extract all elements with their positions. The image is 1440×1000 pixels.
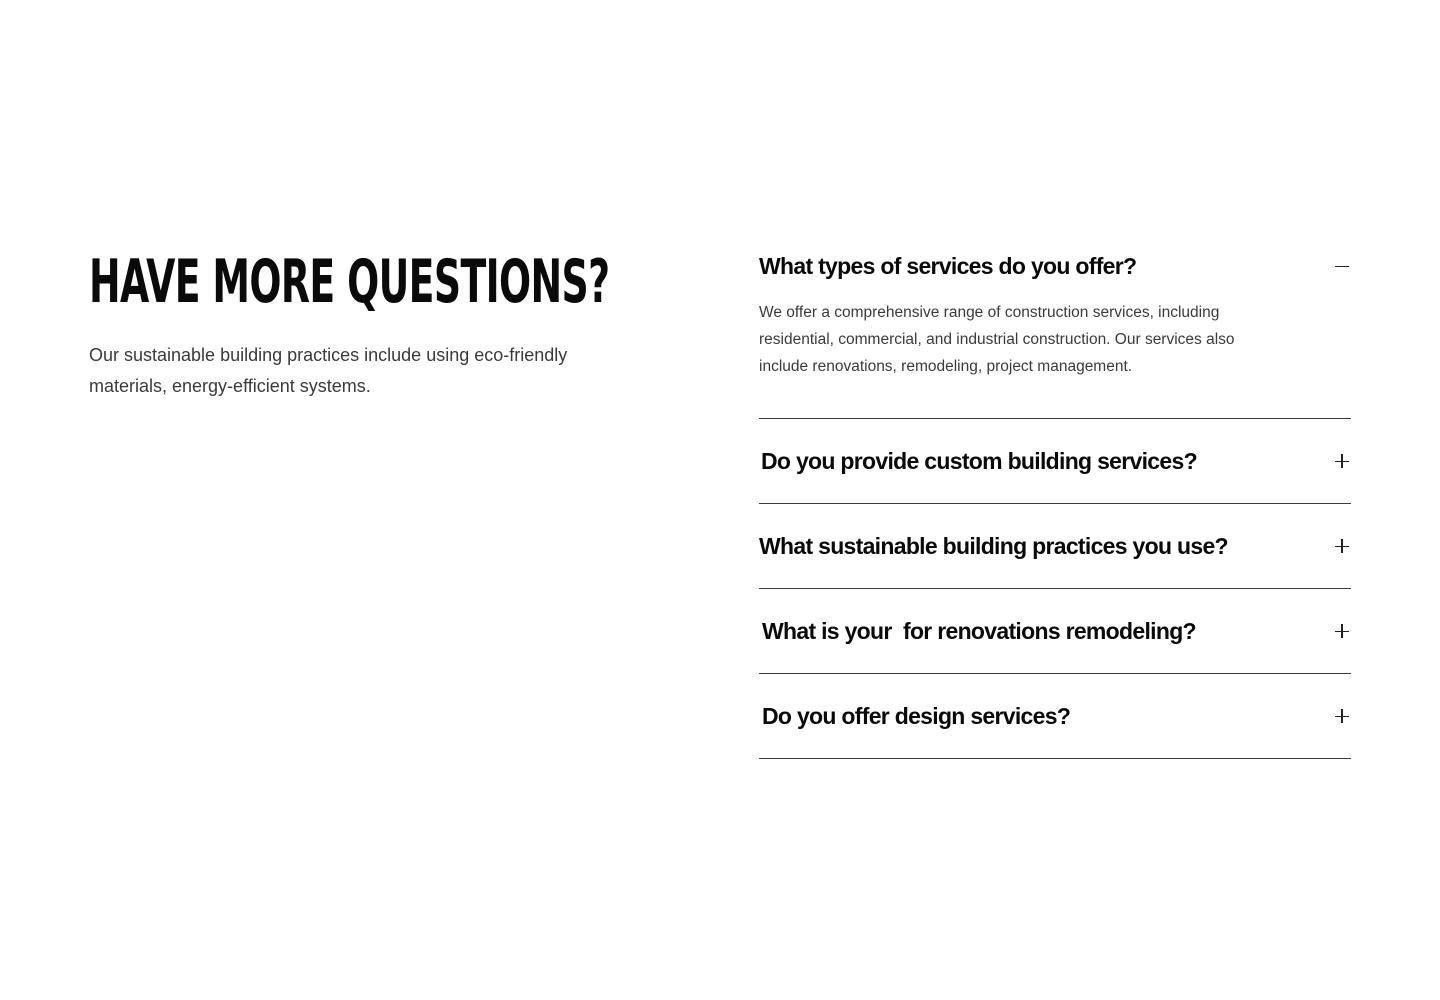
plus-icon[interactable] — [1335, 454, 1349, 468]
faq-item — [759, 504, 1351, 589]
faq-question: Do you provide custom building services? — [761, 447, 1197, 474]
page-title: HAVE MORE QUESTIONS? — [89, 247, 610, 317]
faq-item-header[interactable] — [759, 504, 1351, 588]
plus-icon[interactable] — [1335, 624, 1349, 638]
faq-question: What sustainable building practices you use? — [759, 532, 1228, 559]
faq-question: Do you offer design services? — [762, 702, 1071, 729]
faq-item — [759, 589, 1351, 674]
faq-answer: We offer a comprehensive range of construction services, including residential, commercial, and industrial construction. Our services also include renovations, remodeling, project management. — [759, 304, 1235, 375]
minus-icon[interactable] — [1335, 259, 1349, 273]
plus-icon-bar-vertical — [1341, 454, 1342, 468]
faq-item-header[interactable] — [759, 419, 1351, 503]
faq-intro — [89, 246, 649, 402]
intro-description: Our sustainable building practices include using eco-friendly materials, energy-efficient systems. — [89, 345, 568, 396]
faq-question: What types of services do you offer? — [759, 252, 1137, 279]
minus-icon-bar — [1335, 266, 1349, 267]
plus-icon-bar-vertical — [1341, 539, 1342, 553]
faq-item-header[interactable] — [759, 589, 1351, 673]
plus-icon-bar-vertical — [1341, 624, 1342, 638]
plus-icon[interactable] — [1335, 709, 1349, 723]
plus-icon[interactable] — [1335, 539, 1349, 553]
faq-item — [759, 674, 1351, 759]
plus-icon-bar-vertical — [1341, 709, 1342, 723]
faq-item — [759, 240, 1351, 419]
faq-accordion — [759, 240, 1351, 759]
faq-item-header[interactable] — [759, 240, 1351, 292]
faq-item-header[interactable] — [759, 674, 1351, 758]
faq-item — [759, 419, 1351, 504]
faq-question: What is your for renovations remodeling? — [762, 617, 1196, 644]
